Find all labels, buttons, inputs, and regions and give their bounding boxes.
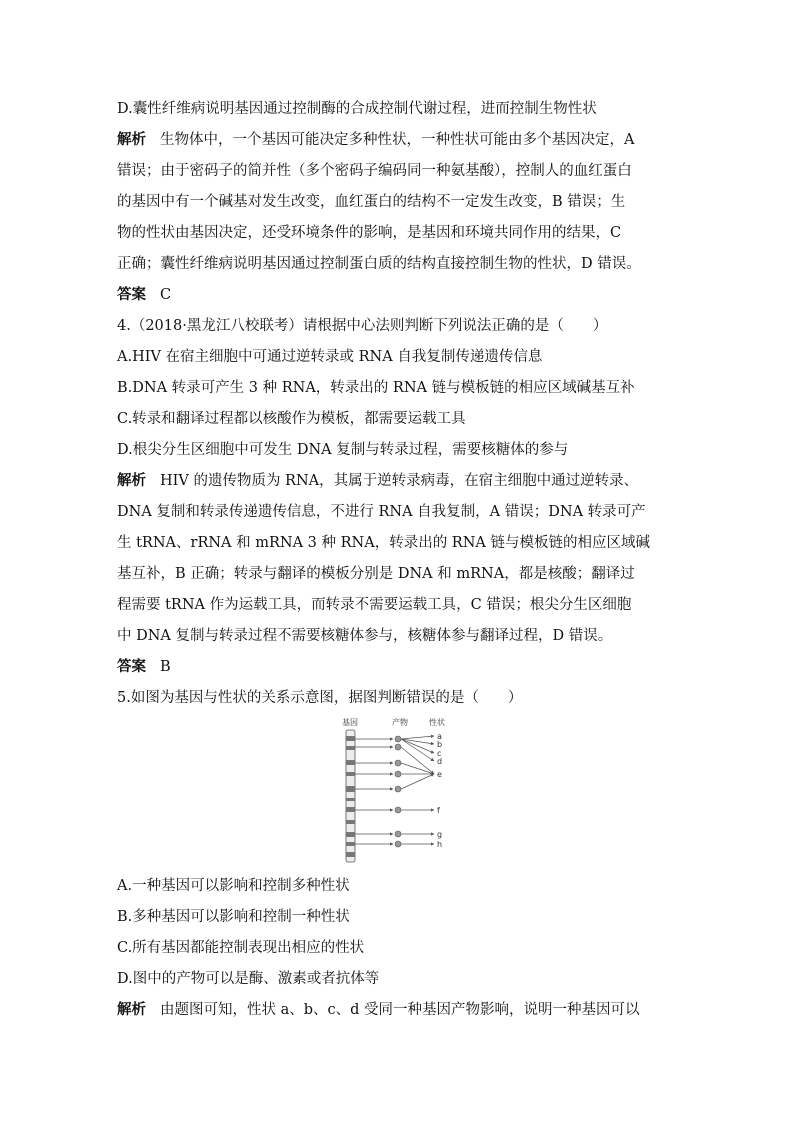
gene-trait-diagram — [338, 716, 458, 866]
question-4-option-c: C.转录和翻译过程都以核酸作为模板，都需要运载工具 — [117, 411, 466, 427]
trait-b: b — [437, 740, 443, 749]
question-5-option-b: B.多种基因可以影响和控制一种性状 — [117, 909, 350, 925]
product-trait-arrows — [401, 736, 434, 844]
trait-a: a — [437, 732, 442, 741]
explanation-label: 解析 — [117, 132, 146, 148]
answer-label: 答案 — [117, 287, 146, 303]
trait-e: e — [437, 770, 442, 779]
trait-h: h — [437, 840, 443, 849]
explanation-line — [117, 130, 687, 150]
question-5-option-c: C.所有基因都能控制表现出相应的性状 — [117, 940, 365, 956]
explanation-line: 物的性状由基因决定，还受环境条件的影响，是基因和环境共同作用的结果，C — [117, 225, 622, 241]
question-5-stem: 5.如图为基因与性状的关系示意图，据图判断错误的是（ ） — [117, 690, 523, 706]
question-5-option-d: D.图中的产物可以是酶、激素或者抗体等 — [117, 971, 380, 987]
explanation-label: 解析 — [117, 1002, 146, 1018]
option-d-q3: D.囊性纤维病说明基因通过控制酶的合成控制代谢过程，进而控制生物性状 — [117, 101, 597, 117]
question-5-option-a: A.一种基因可以影响和控制多种性状 — [117, 878, 350, 894]
explanation-line: 程需要 tRNA 作为运载工具，而转录不需要运载工具，C 错误；根尖分生区细胞 — [117, 597, 632, 613]
diagram-svg — [338, 716, 458, 866]
answer-line — [117, 285, 687, 305]
header-product: 产物 — [392, 718, 408, 727]
header-trait: 性状 — [429, 718, 445, 727]
trait-labels — [437, 732, 442, 849]
question-4-option-b: B.DNA 转录可产生 3 种 RNA，转录出的 RNA 链与模板链的相应区域碱基互补 — [117, 380, 635, 396]
answer-value: C — [160, 287, 172, 303]
answer-label: 答案 — [117, 659, 146, 675]
explanation-line — [117, 1000, 687, 1020]
answer-value: B — [160, 659, 171, 675]
trait-f: f — [437, 806, 440, 815]
explanation-line — [117, 471, 687, 491]
header-gene: 基因 — [342, 718, 358, 727]
trait-d: d — [437, 757, 443, 766]
question-4-option-d: D.根尖分生区细胞中可发生 DNA 复制与转录过程，需要核糖体的参与 — [117, 442, 569, 458]
trait-g: g — [437, 830, 443, 839]
product-dots — [395, 736, 401, 847]
explanation-text: HIV 的遗传物质为 RNA，其属于逆转录病毒，在宿主细胞中通过逆转录、 — [160, 473, 639, 489]
explanation-line: 错误；由于密码子的简并性（多个密码子编码同一种氨基酸），控制人的血红蛋白 — [117, 163, 632, 179]
explanation-line: DNA 复制和转录传递遗传信息，不进行 RNA 自我复制，A 错误；DNA 转录可产 — [117, 504, 646, 520]
question-4-option-a: A.HIV 在宿主细胞中可通过逆转录或 RNA 自我复制传递遗传信息 — [117, 349, 543, 365]
explanation-line: 基互补，B 正确；转录与翻译的模板分别是 DNA 和 mRNA，都是核酸；翻译过 — [117, 566, 635, 582]
question-4-stem: 4.（2018·黑龙江八校联考）请根据中心法则判断下列说法正确的是（ ） — [117, 318, 608, 334]
explanation-line: 的基因中有一个碱基对发生改变，血红蛋白的结构不一定发生改变，B 错误；生 — [117, 194, 626, 210]
trait-c: c — [437, 749, 442, 758]
explanation-text: 生物体中，一个基因可能决定多种性状，一种性状可能由多个基因决定，A — [160, 132, 635, 148]
answer-line — [117, 657, 687, 677]
explanation-line: 中 DNA 复制与转录过程不需要核糖体参与，核糖体参与翻译过程，D 错误。 — [117, 628, 613, 644]
explanation-label: 解析 — [117, 473, 146, 489]
explanation-line: 生 tRNA、rRNA 和 mRNA 3 种 RNA，转录出的 RNA 链与模板链的相应区域碱 — [117, 535, 650, 551]
explanation-text: 由题图可知，性状 a、b、c、d 受同一种基因产物影响，说明一种基因可以 — [160, 1002, 640, 1018]
explanation-line: 正确；囊性纤维病说明基因通过控制蛋白质的结构直接控制生物的性状，D 错误。 — [117, 256, 641, 272]
gene-product-arrows — [355, 739, 393, 844]
